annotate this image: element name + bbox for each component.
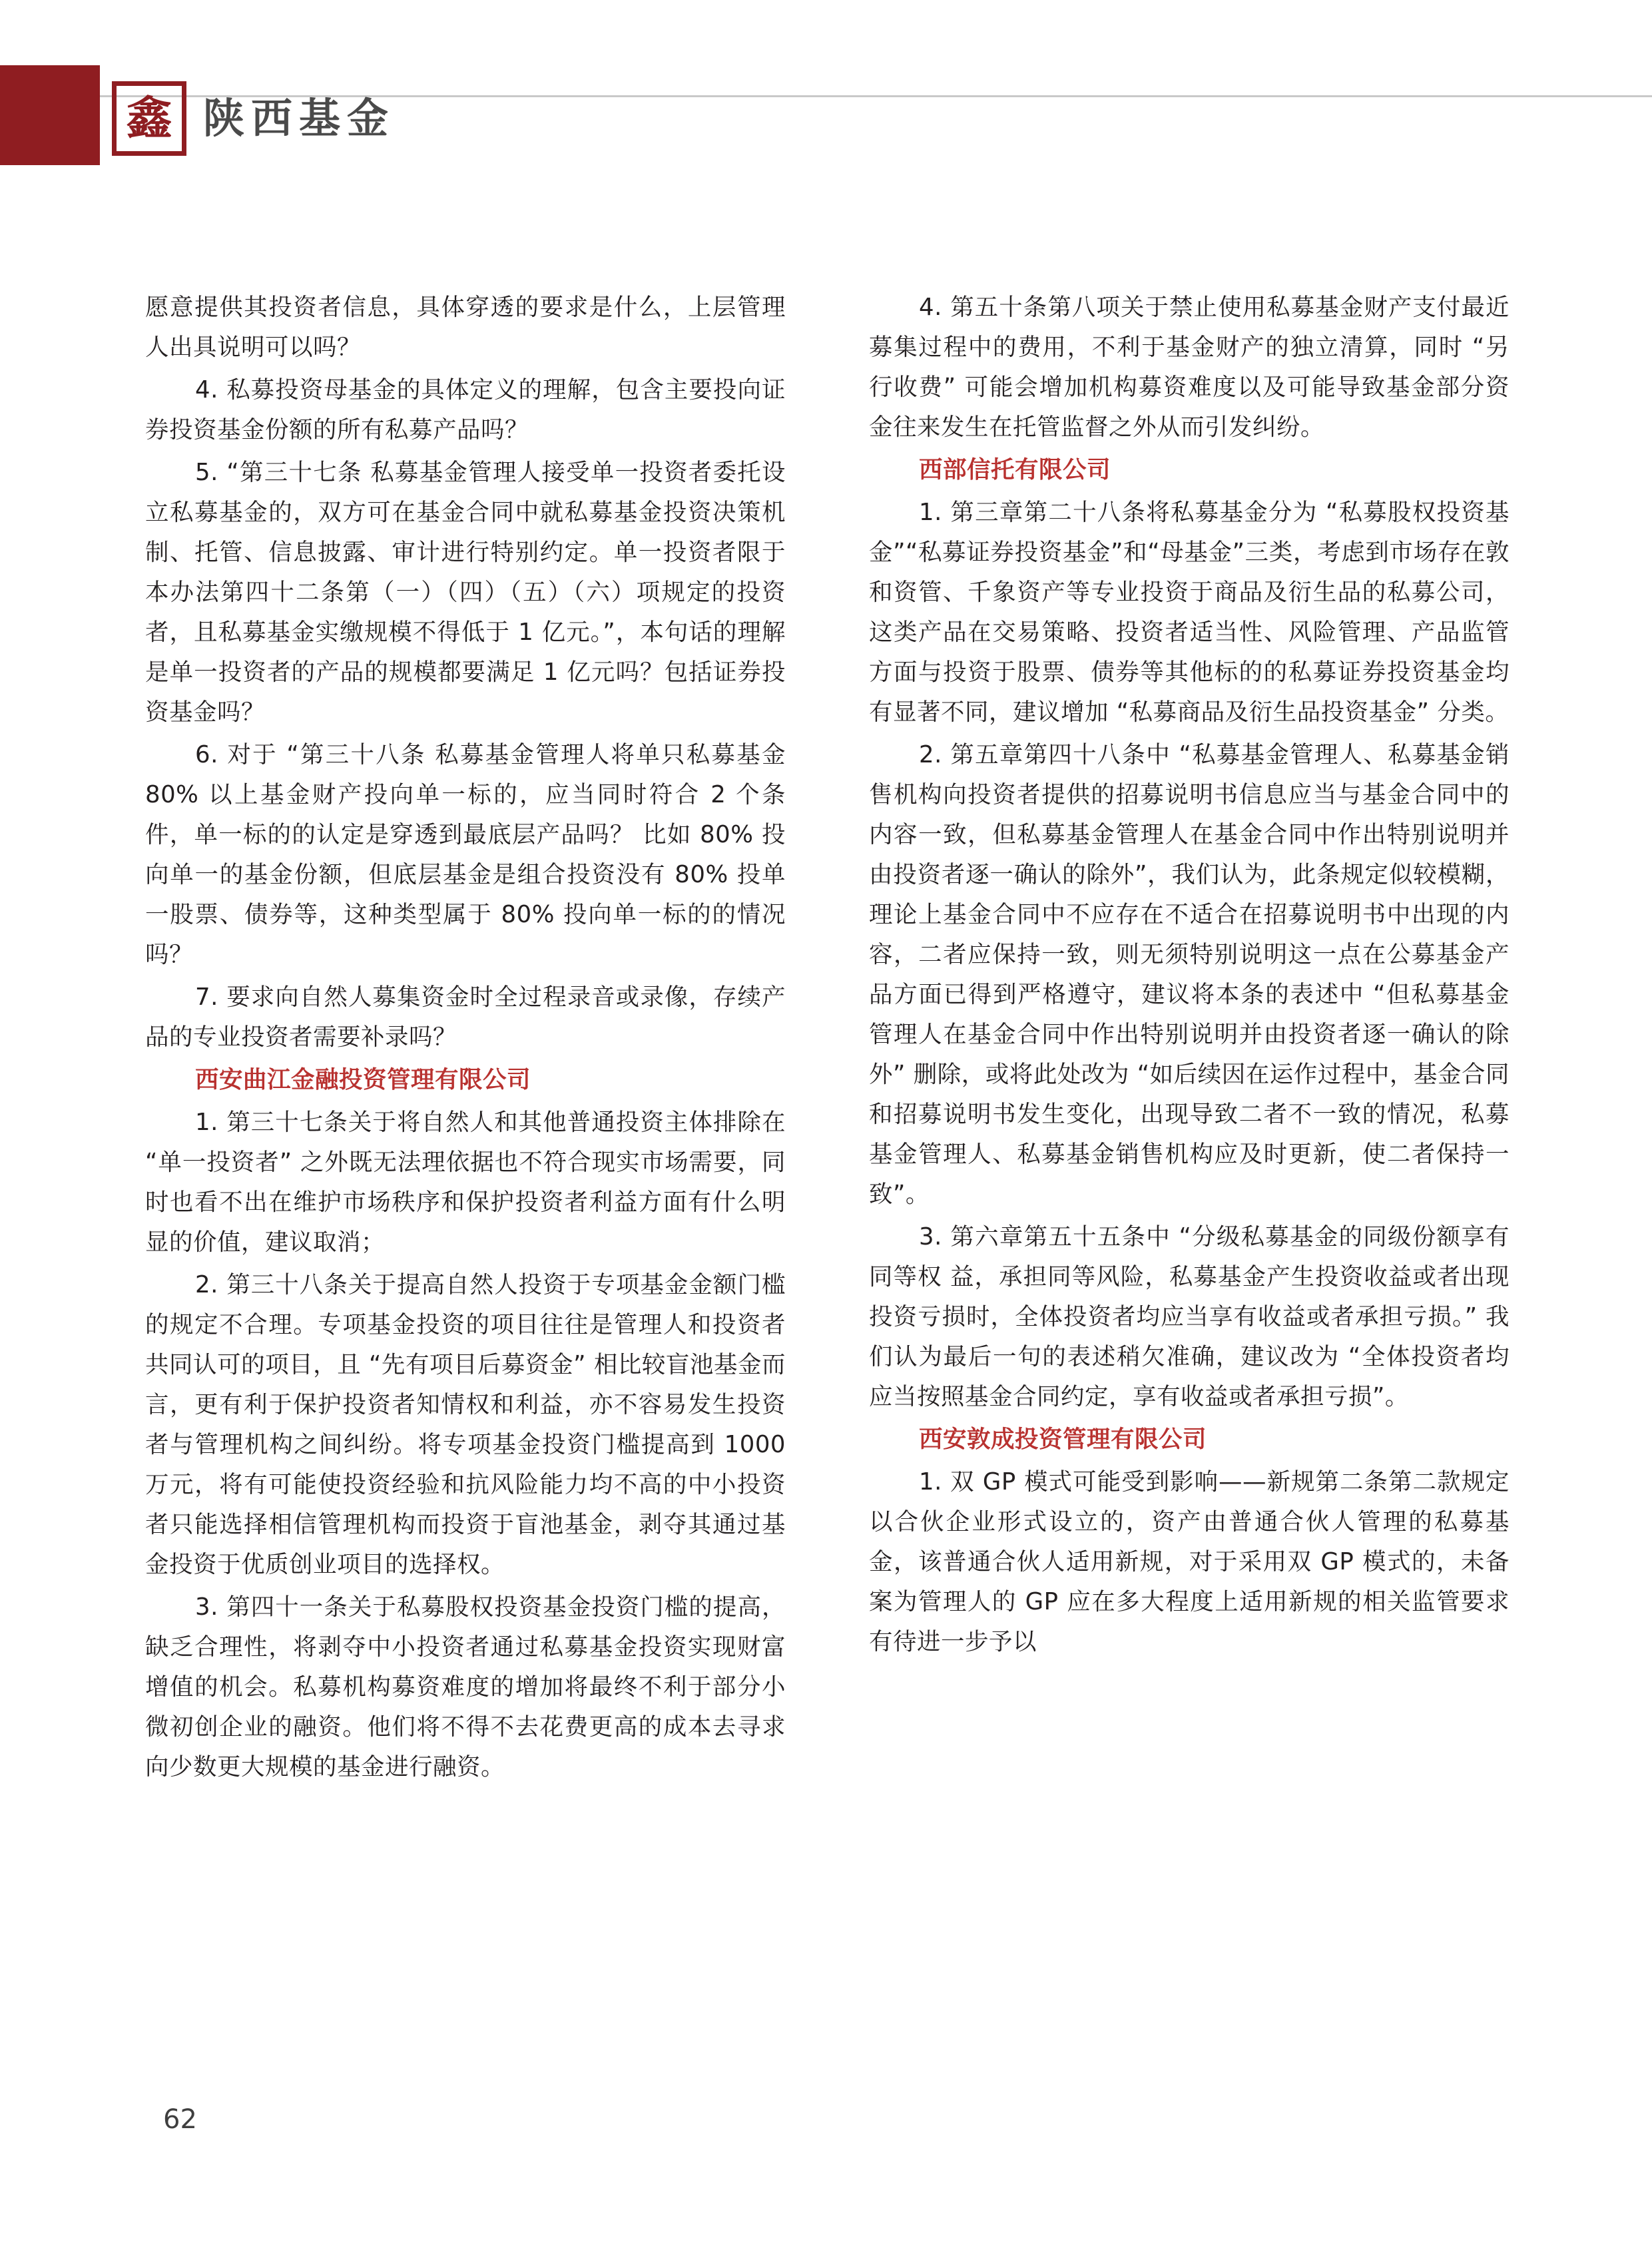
paragraph: 2. 第五章第四十八条中 “私募基金管理人、私募基金销售机构向投资者提供的招募说明书信息应当与基金合同中的内容一致，但私募基金管理人在基金合同中作出特别说明并由投资者逐一确认的除外”，我们认为，此条规定似较模糊，理论上基金合同中不应存在不适合在招募说明书中出现的内容，二者应保持一致，则无须特别说明这一点在公募基金产品方面已得到严格遵守，建议将本条的表述中 “但私募基金管理人在基金合同中作出特别说明并由投资者逐一确认的除外” 删除，或将此处改为 “如后续因在运作过程中，基金合同和招募说明书发生变化，出现导致二者不一致的情况，私募基金管理人、私募基金销售机构应及时更新，使二者保持一致”。: [869, 741, 1510, 1208]
paragraph: 3. 第四十一条关于私募股权投资基金投资门槛的提高，缺乏合理性，将剥夺中小投资者通过私募基金投资实现财富增值的机会。私募机构募资难度的增加将最终不利于部分小微初创企业的融资。他们将不得不去花费更高的成本去寻求向少数更大规模的基金进行融资。: [145, 1593, 786, 1781]
section-heading: 西安敦成投资管理有限公司: [919, 1426, 1207, 1453]
page-number: 62: [163, 2104, 197, 2135]
paragraph: 2. 第三十八条关于提高自然人投资于专项基金金额门槛的规定不合理。专项基金投资的项目往往是管理人和投资者共同认可的项目，且 “先有项目后募资金” 相比较盲池基金而言，更有利于保护投资者知情权和利益，亦不容易发生投资者与管理机构之间纠纷。将专项基金投资门槛提高到 1000 万元，将有可能使投资经验和抗风险能力均不高的中小投资者只能选择相信管理机构而投资于盲池基金，剥夺其通过基金投资于优质创业项目的选择权。: [145, 1271, 786, 1578]
column-right: [869, 288, 1510, 1790]
publication-title: 陕西基金: [203, 94, 396, 142]
header-color-block: [0, 65, 100, 165]
paragraph: 1. 第三章第二十八条将私募基金分为 “私募股权投资基金”“私募证券投资基金”和“母基金”三类，考虑到市场存在敦和资管、千象资产等专业投资于商品及衍生品的私募公司，这类产品在交易策略、投资者适当性、风险管理、产品监管方面与投资于股票、债券等其他标的的私募证券投资基金均有显著不同，建议增加 “私募商品及衍生品投资基金” 分类。: [869, 499, 1510, 726]
paragraph: 5. “第三十七条 私募基金管理人接受单一投资者委托设立私募基金的，双方可在基金合同中就私募基金投资决策机制、托管、信息披露、审计进行特别约定。单一投资者限于本办法第四十二条第（一）（四）（五）（六）项规定的投资者，且私募基金实缴规模不得低于 1 亿元。”，本句话的理解是单一投资者的产品的规模都要满足 1 亿元吗？包括证券投资基金吗？: [145, 459, 786, 726]
page-header: [0, 0, 1652, 193]
paragraph: 1. 第三十七条关于将自然人和其他普通投资主体排除在 “单一投资者” 之外既无法理依据也不符合现实市场需要，同时也看不出在维护市场秩序和保护投资者利益方面有什么明显的价值，建议取消；: [145, 1109, 786, 1256]
seal-character: 鑫: [126, 92, 172, 145]
section-heading: 西部信托有限公司: [919, 456, 1111, 483]
paragraph: 4. 第五十条第八项关于禁止使用私募基金财产支付最近募集过程中的费用，不利于基金财产的独立清算，同时 “另行收费” 可能会增加机构募资难度以及可能导致基金部分资金往来发生在托管监督之外从而引发纠纷。: [869, 294, 1510, 441]
paragraph: 1. 双 GP 模式可能受到影响——新规第二条第二款规定以合伙企业形式设立的，资产由普通合伙人管理的私募基金，该普通合伙人适用新规，对于采用双 GP 模式的，未备案为管理人的 GP 应在多大程度上适用新规的相关监管要求有待进一步予以: [869, 1468, 1510, 1655]
paragraph: 4. 私募投资母基金的具体定义的理解，包含主要投向证券投资基金份额的所有私募产品吗？: [145, 376, 786, 443]
paragraph: 6. 对于 “第三十八条 私募基金管理人将单只私募基金 80% 以上基金财产投向单一标的，应当同时符合 2 个条件，单一标的的认定是穿透到最底层产品吗？ 比如 80% 投向单一的基金份额，但底层基金是组合投资没有 80% 投单一股票、债券等，这种类型属于 80% 投向单一标的的情况吗？: [145, 741, 786, 968]
column-left: [145, 288, 786, 1790]
body-columns: [145, 288, 1510, 1790]
seal-icon: [112, 81, 186, 156]
paragraph: 7. 要求向自然人募集资金时全过程录音或录像，存续产品的专业投资者需要补录吗？: [145, 983, 786, 1051]
paragraph: 愿意提供其投资者信息，具体穿透的要求是什么，上层管理人出具说明可以吗？: [145, 294, 786, 361]
section-heading: 西安曲江金融投资管理有限公司: [195, 1066, 531, 1093]
paragraph: 3. 第六章第五十五条中 “分级私募基金的同级份额享有同等权 益，承担同等风险，私募基金产生投资收益或者出现投资亏损时，全体投资者均应当享有收益或者承担亏损。” 我们认为最后一句的表述稍欠准确，建议改为 “全体投资者均应当按照基金合同约定，享有收益或者承担亏损”。: [869, 1223, 1510, 1410]
